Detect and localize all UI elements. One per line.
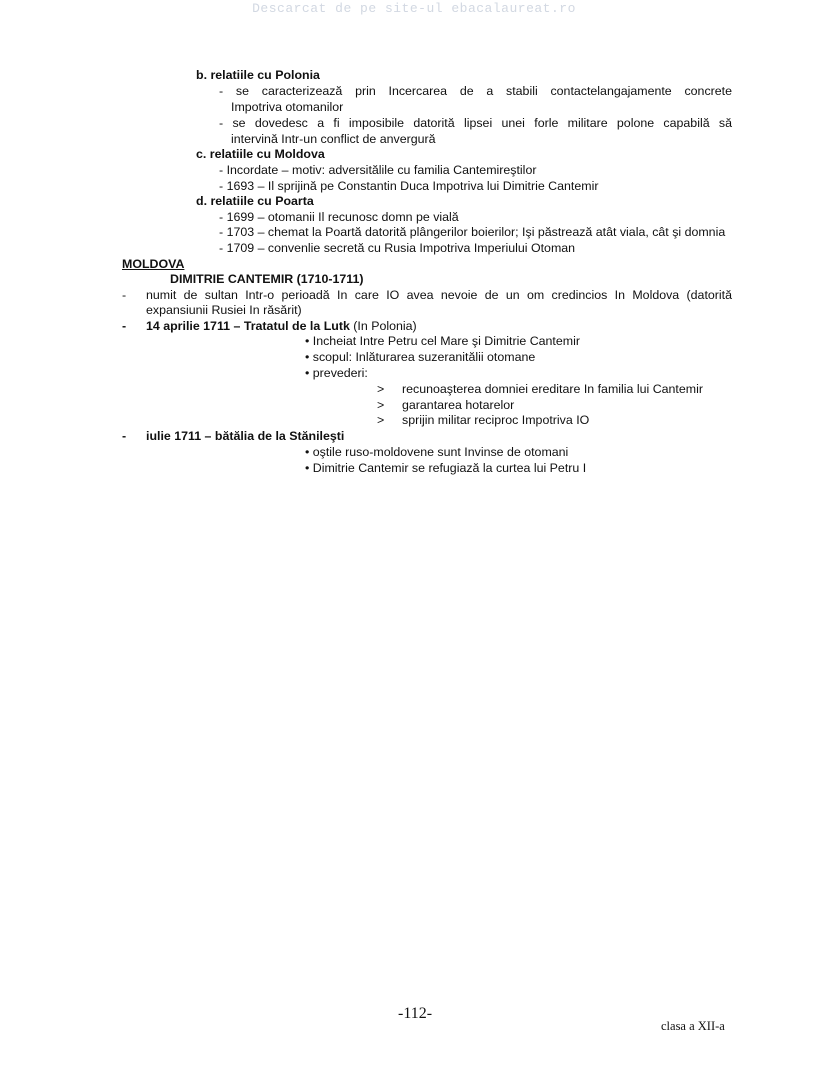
arrow-marker-icon: > bbox=[377, 398, 385, 412]
treaty-title: 14 aprilie 1711 – Tratatul de la Lutk bbox=[146, 319, 350, 333]
arrow-marker-icon: > bbox=[377, 382, 385, 396]
poland-item-1-line2: Impotriva otomanilor bbox=[231, 100, 344, 114]
battle-title: iulie 1711 – bătălia de la Stănileşti bbox=[146, 429, 345, 443]
heading-moldova: MOLDOVA bbox=[122, 257, 185, 271]
porte-item-2: - 1703 – chemat la Poartă datorită plângerilor boierilor; Işi păstrează atât viala, cât şi domnia bbox=[219, 225, 726, 239]
battle-bullet-2: • Dimitrie Cantemir se refugiază la curtea lui Petru I bbox=[305, 461, 587, 475]
heading-relations-porte: d. relatiile cu Poarta bbox=[196, 194, 314, 208]
treaty-line bbox=[146, 318, 417, 334]
arrow-marker-icon: > bbox=[377, 413, 385, 427]
heading-relations-poland: b. relatiile cu Polonia bbox=[196, 68, 320, 82]
battle-bullet-1: • oştile ruso-moldovene sunt Invinse de otomani bbox=[305, 445, 569, 459]
class-label: clasa a XII-a bbox=[661, 1019, 725, 1033]
poland-item-2-line2: intervină Intr-un conflict de anvergură bbox=[231, 132, 436, 146]
provision-1: recunoaşterea domniei ereditare In familia lui Cantemir bbox=[402, 382, 703, 396]
provision-2: garantarea hotarelor bbox=[402, 398, 515, 412]
list-dash: - bbox=[122, 429, 127, 443]
poland-item-1-line1: - se caracterizează prin Incercarea de a stabili contactelangajamente concrete bbox=[219, 84, 732, 98]
point1-line1: numit de sultan Intr-o perioadă In care IO avea nevoie de un om credincios In Moldova (datorită bbox=[146, 288, 732, 302]
heading-relations-moldova: c. relatiile cu Moldova bbox=[196, 147, 325, 161]
poland-item-2-line1: - se dovedesc a fi imposibile datorită lipsei unei forle militare polone capabilă să bbox=[219, 116, 732, 130]
treaty-bullet-1: • Incheiat Intre Petru cel Mare şi Dimitrie Cantemir bbox=[305, 334, 580, 348]
porte-item-1: - 1699 – otomanii Il recunosc domn pe vială bbox=[219, 210, 459, 224]
treaty-bullet-2: • scopul: Inlăturarea suzeranitălii otomane bbox=[305, 350, 536, 364]
watermark-text: Descarcat de pe site-ul ebacalaureat.ro bbox=[252, 1, 576, 16]
list-dash: - bbox=[122, 319, 127, 333]
porte-item-3: - 1709 – convenlie secretă cu Rusia Impotriva Imperiului Otoman bbox=[219, 241, 576, 255]
treaty-bullet-3: • prevederi: bbox=[305, 366, 368, 380]
treaty-location: (In Polonia) bbox=[349, 319, 417, 333]
list-dash: - bbox=[122, 288, 127, 302]
moldova-relation-item-1: - Incordate – motiv: adversitălile cu familia Cantemireştilor bbox=[219, 163, 537, 177]
page-number: -112- bbox=[398, 1005, 433, 1022]
moldova-relation-item-2: - 1693 – Il sprijină pe Constantin Duca Impotriva lui Dimitrie Cantemir bbox=[219, 179, 599, 193]
provision-3: sprijin militar reciproc Impotriva IO bbox=[402, 413, 590, 427]
point1-line2: expansiunii Rusiei In răsărit) bbox=[146, 303, 302, 317]
subheading-dimitrie-cantemir: DIMITRIE CANTEMIR (1710-1711) bbox=[170, 272, 364, 286]
